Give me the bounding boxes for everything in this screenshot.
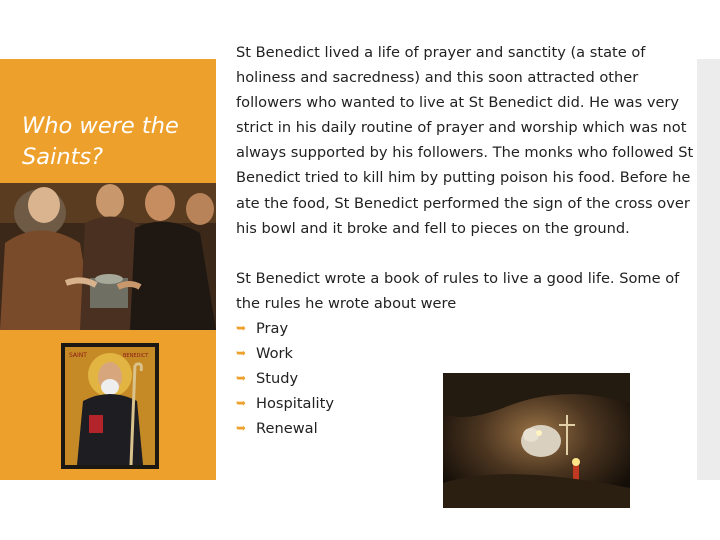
- paragraph-book-of-rules: St Benedict wrote a book of rules to live a good life. Some of the rules he wrote about were: [236, 269, 680, 312]
- body-text: [236, 40, 696, 441]
- rule-label: Renewal: [256, 420, 318, 438]
- right-edge-bar: [697, 59, 720, 480]
- list-item: [236, 416, 696, 441]
- curved-arrow-bullet-icon: ➥: [236, 396, 247, 411]
- curved-arrow-bullet-icon: ➥: [236, 421, 247, 436]
- curved-arrow-bullet-icon: ➥: [236, 371, 247, 386]
- rule-label: Study: [256, 370, 299, 388]
- paragraph-benedict-life: St Benedict lived a life of prayer and sanctity (a state of holiness and sacredness) and this soon attracted other followers who wanted to live at St Benedict did. He was very strict in his daily routine of prayer and worship which was not always supported by his followers. The monks who followed St Benedict tried to kill him by putting poison his food. Before he ate the food, St Benedict performed the sign of the cross over his bowl and it broke and fell to pieces on the ground.: [236, 44, 694, 237]
- list-item: [236, 316, 696, 341]
- curved-arrow-bullet-icon: ➥: [236, 320, 247, 335]
- slide-title: Who were the Saints?: [22, 113, 179, 170]
- list-item: [236, 341, 696, 366]
- icon-caption-benedict: BENEDICT: [123, 353, 149, 359]
- curved-arrow-bullet-icon: ➥: [236, 346, 247, 361]
- saint-benedict-icon-image: [61, 343, 159, 469]
- rules-list: [236, 316, 696, 441]
- rule-label: Hospitality: [256, 395, 334, 413]
- rule-label: Work: [256, 345, 293, 363]
- list-item: [236, 391, 696, 416]
- rule-label: Pray: [256, 319, 289, 337]
- monks-painting-image: [0, 183, 216, 330]
- icon-caption-saint: SAINT: [69, 352, 87, 359]
- list-item: [236, 366, 696, 391]
